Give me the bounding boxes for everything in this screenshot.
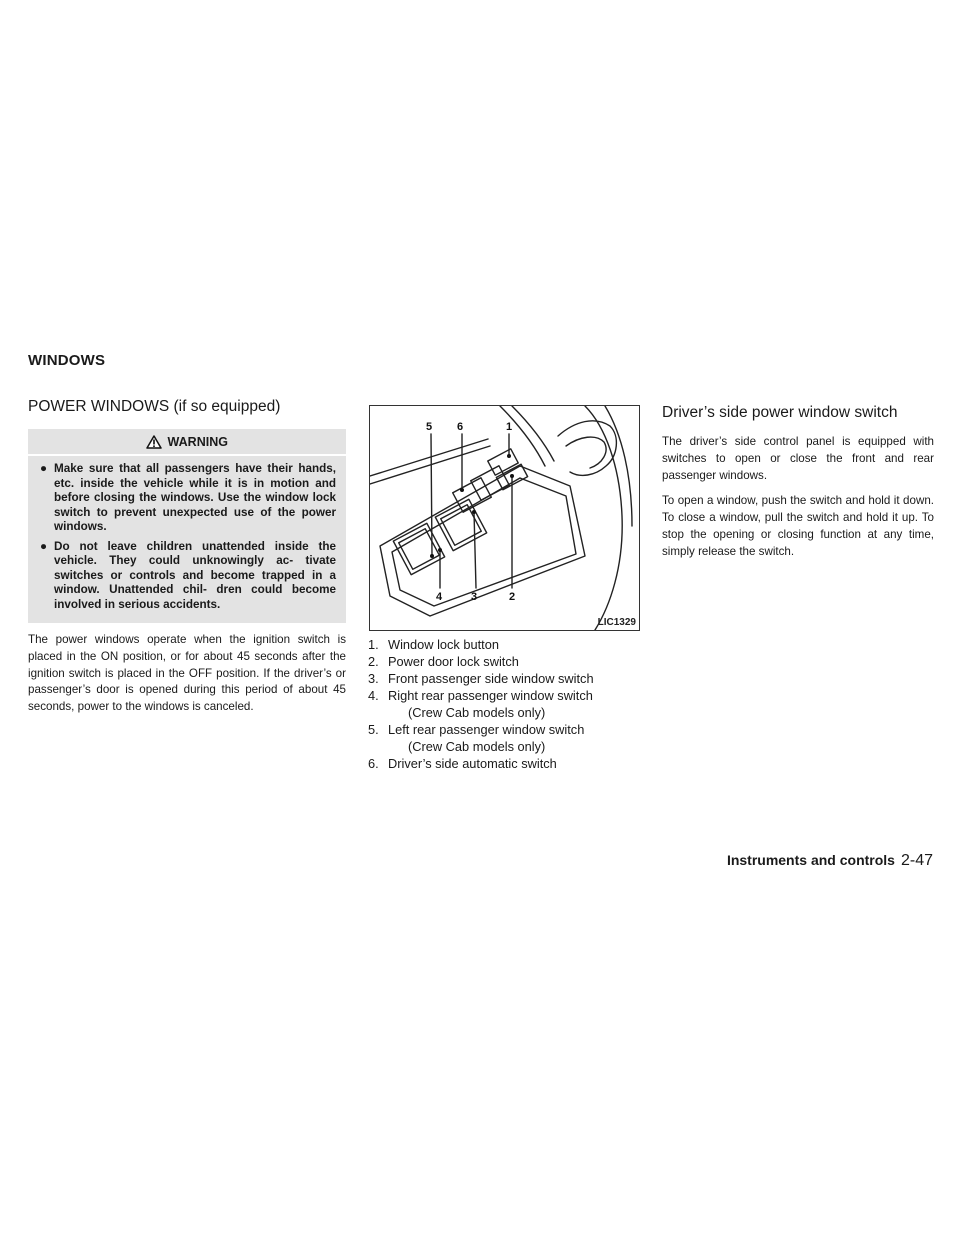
legend-text: Right rear passenger window switch: [388, 688, 593, 703]
warning-box: [28, 429, 346, 623]
legend-text: Driver’s side automatic switch: [388, 756, 557, 771]
callout-6: 6: [457, 421, 464, 433]
driver-switch-column: [662, 404, 934, 570]
legend-text: Window lock button: [388, 637, 499, 652]
switch-panel-drawing: [370, 406, 639, 630]
legend-subtext: (Crew Cab models only): [408, 739, 546, 754]
warning-header: [28, 435, 346, 456]
power-windows-title: POWER WINDOWS (if so equipped): [28, 398, 281, 415]
legend-item: [368, 653, 648, 670]
legend-item: [368, 670, 648, 687]
window-switch-illustration: [369, 405, 640, 631]
callout-5: 5: [426, 421, 433, 433]
warning-text: Make sure that all passengers have their hands, etc. inside the vehicle while it is in motion and before closing the windows. Use the window lock switch to prevent unexpected use of the power windows.: [54, 462, 336, 533]
legend-number: 2.: [368, 654, 379, 669]
warning-text: Do not leave children unattended inside the vehicle. They could unknowingly ac- tivate switches or controls and become trapped in a window. Unattended chil- dren could become involved in serious accidents.: [54, 539, 336, 611]
warning-label: WARNING: [167, 435, 228, 449]
figure-legend: [368, 636, 648, 772]
driver-switch-title: Driver’s side power window switch: [662, 404, 898, 421]
legend-text: Power door lock switch: [388, 654, 519, 669]
legend-number: 1.: [368, 637, 379, 652]
callout-2: 2: [509, 591, 516, 603]
legend-subtext: (Crew Cab models only): [408, 705, 546, 720]
callout-3: 3: [471, 591, 478, 603]
legend-text: Left rear passenger window switch: [388, 722, 585, 737]
power-windows-body: The power windows operate when the ignition switch is placed in the ON position, or for about 45 seconds after the ignition switch is placed in the OFF position. If the driver’s or passenger’s door is opened during this period of about 45 seconds, power to the windows is canceled.: [28, 633, 346, 714]
page-footer: [727, 852, 933, 870]
legend-item: [368, 721, 648, 755]
legend-number: 5.: [368, 722, 379, 737]
warning-list: [38, 462, 336, 612]
legend-number: 6.: [368, 756, 379, 771]
callout-4: 4: [436, 591, 443, 603]
warning-item: [38, 462, 336, 535]
legend-number: 4.: [368, 688, 379, 703]
legend-item: [368, 636, 648, 653]
page-number: 2-47: [900, 852, 933, 869]
driver-switch-paragraph: To open a window, push the switch and hold it down. To close a window, pull the switch and hold it up. To stop the opening or closing function at any time, simply release the switch.: [662, 494, 934, 558]
bullet-icon: ●: [40, 462, 48, 475]
figure-code: LIC1329: [597, 617, 636, 628]
legend-text: Front passenger side window switch: [388, 671, 594, 686]
section-title: WINDOWS: [28, 352, 106, 369]
driver-switch-paragraph: The driver’s side control panel is equipped with switches to open or close the front and rear passenger windows.: [662, 435, 934, 482]
warning-item: [38, 540, 336, 613]
warning-triangle-icon: [146, 435, 162, 449]
legend-item: [368, 687, 648, 721]
power-windows-column: [28, 398, 346, 716]
chapter-name: Instruments and controls: [726, 852, 895, 868]
legend-number: 3.: [368, 671, 379, 686]
legend-item: [368, 755, 648, 772]
callout-1: 1: [506, 421, 513, 433]
bullet-icon: ●: [40, 539, 48, 553]
